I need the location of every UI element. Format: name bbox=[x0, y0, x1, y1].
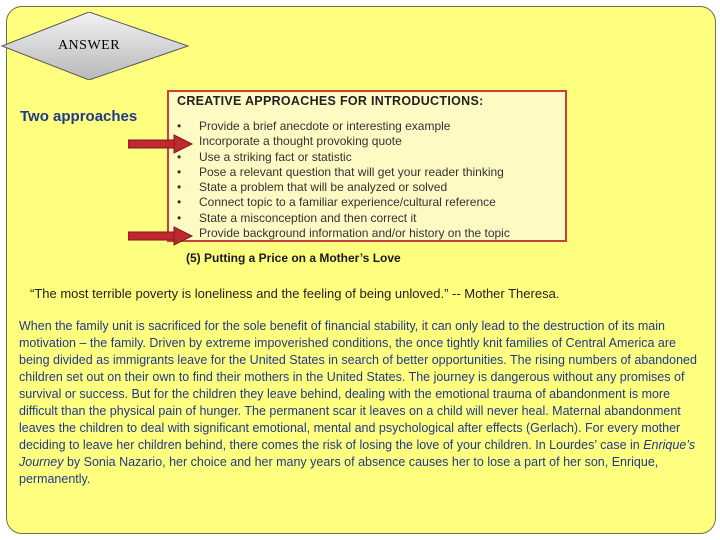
list-item-text: State a problem that will be analyzed or solved bbox=[199, 180, 448, 195]
book-title: Enrique’s Journey bbox=[19, 438, 696, 469]
list-item-text: Connect topic to a familiar experience/cultural reference bbox=[199, 195, 496, 210]
approaches-list bbox=[175, 119, 510, 241]
two-approaches-label: Two approaches bbox=[20, 108, 138, 125]
list-item-text: Use a striking fact or statistic bbox=[199, 149, 352, 164]
creative-approaches-title: CREATIVE APPROACHES FOR INTRODUCTIONS: bbox=[177, 94, 484, 108]
bullet-icon: • bbox=[177, 210, 182, 225]
bullet-icon: • bbox=[177, 164, 182, 179]
answer-label: ANSWER bbox=[57, 38, 121, 53]
essay-subtitle: (5) Putting a Price on a Mother’s Love bbox=[186, 251, 401, 265]
list-item bbox=[175, 180, 510, 195]
list-item bbox=[175, 134, 510, 149]
right-arrow-icon bbox=[128, 226, 194, 246]
list-item-text: Provide background information and/or history on the topic bbox=[199, 226, 510, 241]
list-item-text: Pose a relevant question that will get your reader thinking bbox=[199, 164, 504, 179]
bullet-icon: • bbox=[177, 149, 182, 164]
essay-text-end: by Sonia Nazario, her choice and her many years of absence causes her to lose a part of her son, Enrique, permanently. bbox=[19, 455, 659, 486]
list-item bbox=[175, 226, 510, 241]
list-item bbox=[175, 195, 510, 210]
bullet-icon: • bbox=[177, 180, 182, 195]
right-arrow-icon bbox=[128, 134, 194, 154]
list-item-text: State a misconception and then correct it bbox=[199, 210, 417, 225]
bullet-icon: • bbox=[177, 119, 182, 133]
list-item bbox=[175, 211, 510, 226]
list-item bbox=[175, 119, 510, 134]
essay-text: When the family unit is sacrificed for the sole benefit of financial stability, it can only lead to the destruction of its main motivation – the family. Driven by extreme impoverished conditions, the once tightly knit families of Central America are being divided as immigrants leave for the United States in search of better opportunities. The rising numbers of abandoned children set out on their own to find their mothers in the United States. The journey is dangerous without any promises of survival or success. But for the children they leave behind, dealing with the emotional trauma of abandonment is more difficult than the physical pain of hunger. The permanent scar it leaves on a child will never heal. Maternal abandonment leaves the children to deal with significant emotional, mental and psychological after effects (Gerlach). For every mother deciding to leave her children behind, there comes the risk of losing the love of your children. In Lourdes’ case in bbox=[19, 319, 697, 452]
list-item bbox=[175, 150, 510, 165]
essay-paragraph bbox=[19, 318, 709, 488]
list-item-text: Incorporate a thought provoking quote bbox=[199, 134, 402, 149]
creative-approaches-box bbox=[167, 90, 567, 242]
list-item-text: Provide a brief anecdote or interesting example bbox=[199, 119, 451, 133]
bullet-icon: • bbox=[177, 195, 182, 210]
mother-theresa-quote: “The most terrible poverty is loneliness and the feeling of being unloved.” -- Mother Theresa. bbox=[30, 286, 560, 301]
list-item bbox=[175, 165, 510, 180]
